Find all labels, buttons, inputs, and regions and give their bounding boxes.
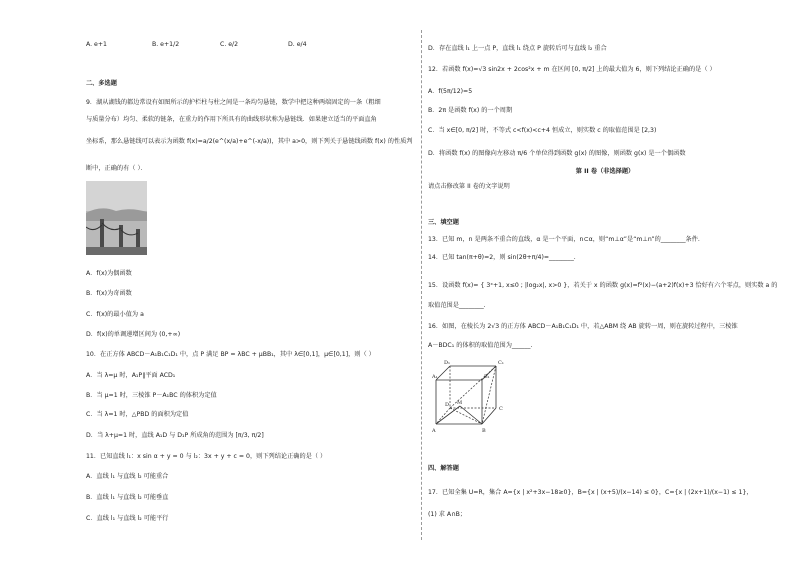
q9-option-d: D．f(x)的单调递增区间为 (0,+∞) bbox=[86, 331, 181, 338]
railing-photo-drawing bbox=[86, 181, 147, 255]
railing-photo bbox=[86, 181, 147, 255]
q9-option-a: A．f(x)为偶函数 bbox=[86, 270, 132, 277]
q11-option-a: A．直线 l₁ 与直线 l₂ 可能重合 bbox=[86, 473, 169, 480]
q15-line-2: 取值范围是________. bbox=[428, 302, 486, 309]
part-two-title: 第 II 卷（非选择题） bbox=[575, 168, 635, 175]
q9-option-b: B．f(x)为奇函数 bbox=[86, 290, 132, 297]
q11-option-d: D．存在直线 l₁ 上一点 P，直线 l₁ 绕点 P 旋转后可与直线 l₂ 重合 bbox=[428, 45, 607, 52]
cube-label-c: C bbox=[499, 406, 503, 412]
cube-label-d1: D₁ bbox=[444, 360, 451, 366]
q12-stem: 12．若函数 f(x)=√3 sin2x + 2cos²x + m 在区间 [0, π/2] 上的最大值为 6，则下列结论正确的是（ ） bbox=[428, 66, 716, 73]
section-free-response: 四、解答题 bbox=[428, 465, 459, 472]
cube-label-b1: B₁ bbox=[484, 374, 490, 380]
q12-option-a: A．f(5π/12)=5 bbox=[428, 88, 473, 95]
q10-option-d: D．当 λ+μ=1 时，直线 A₁D 与 D₁P 所成角的范围为 [π/3, π/2] bbox=[86, 432, 264, 439]
cube-label-a1: A₁ bbox=[432, 374, 438, 380]
q10-option-a: A．当 λ=μ 时，A₁P∥平面 ACD₁ bbox=[86, 372, 176, 379]
q9-option-c: C．f(x)的最小值为 a bbox=[86, 311, 144, 318]
q15-line-1: 15．设函数 f(x)= { 3ˣ+1, x≤0 ; |log₂x|, x>0 }，若关于 x 的函数 g(x)=f²(x)−(a+2)f(x)+3 恰好有六个零点，则实数 a 的 bbox=[428, 282, 778, 289]
q9-line-1: 9．湖从湖钱的都边常设有如图所示的护栏柱与柱之间是一条均匀悬链，数学中把这种两端固定的一条（粗细 bbox=[86, 99, 381, 106]
q17-part-1: (1) 求 A∩B； bbox=[428, 511, 467, 518]
cube-label-a: A bbox=[432, 428, 436, 434]
q8-option-c: C. e/2 bbox=[220, 41, 239, 48]
q12-option-d: D．将函数 f(x) 的图像向左移动 π/6 个单位得到函数 g(x) 的图像，则函数 g(x) 是一个偶函数 bbox=[428, 150, 686, 157]
column-divider bbox=[421, 30, 422, 540]
q12-option-c: C．当 x∈[0, π/2] 时，不等式 c<f(x)<c+4 恒成立，则实数 c 的取值范围是 [2,3) bbox=[428, 127, 657, 134]
q10-option-c: C．当 λ=1 时，△PBD 的面积为定值 bbox=[86, 411, 189, 418]
q16-line-2: A－BDC₁ 的体积的取值范围为______. bbox=[428, 342, 533, 349]
section-fill-in: 三、填空题 bbox=[428, 219, 459, 226]
cube-label-c1: C₁ bbox=[498, 360, 504, 366]
q9-line-4: 断中，正确的有（ ）． bbox=[86, 165, 147, 172]
q11-option-b: B．直线 l₁ 与直线 l₂ 可能垂直 bbox=[86, 494, 169, 501]
cube-label-m: M bbox=[457, 400, 463, 406]
q16-line-1: 16．如图，在棱长为 2√3 的正方体 ABCD－A₁B₁C₁D₁ 中，若△ABM 绕 AB 旋转一周，则在旋转过程中，三棱锥 bbox=[428, 323, 738, 330]
q11-stem: 11．已知直线 l₁：x sin α + y = 0 与 l₂：3x + y + c = 0，则下列结论正确的是（ ） bbox=[86, 453, 327, 460]
cube-label-b: B bbox=[482, 428, 486, 434]
q14-stem: 14．已知 tan(π+θ)=2，则 sin(2θ+π/4)=________. bbox=[428, 254, 576, 261]
section-multiple-choice: 二、多选题 bbox=[86, 80, 117, 87]
q10-option-b: B．当 μ=1 时，三棱锥 P－A₁BC 的体积为定值 bbox=[86, 392, 217, 399]
q17-stem: 17．已知全集 U=R，集合 A={x | x²+3x−18≥0}，B={x | (x+5)/(x−14) ≤ 0}，C={x | (2x+1)/(x−1) ≤ 1}， bbox=[428, 489, 753, 496]
q9-line-3: 坐标系，那么悬链线可以表示为函数 f(x)=a/2(e^(x/a)+e^(-x/a))，其中 a>0，则下列关于悬链线函数 f(x) 的性质判 bbox=[86, 138, 413, 145]
q13-stem: 13．已知 m，n 是两条不重合的直线，α 是一个平面，n⊂α，则“m⊥α”是“m⊥n”的________条件. bbox=[428, 236, 700, 243]
q8-option-a: A. e+1 bbox=[86, 41, 107, 48]
cube-label-d: D bbox=[445, 402, 450, 408]
q8-option-d: D. e/4 bbox=[288, 41, 307, 48]
q10-stem: 10．在正方体 ABCD－A₁B₁C₁D₁ 中，点 P 满足 BP = λBC + μBB₁，其中 λ∈[0,1]，μ∈[0,1]，则（ ） bbox=[86, 351, 375, 358]
q9-line-2: 与质量分布）均匀、柔软的链条，在重力的作用下所具有的曲线形状称为悬链线．如果建立适当的平面直角 bbox=[86, 116, 377, 123]
cube-diagram bbox=[432, 356, 520, 436]
part-two-note: 请点击修改第 II 卷的文字说明 bbox=[428, 183, 510, 190]
q8-option-b: B. e+1/2 bbox=[152, 41, 180, 48]
q11-option-c: C．直线 l₁ 与直线 l₂ 可能平行 bbox=[86, 515, 169, 522]
q12-option-b: B．2π 是函数 f(x) 的一个周期 bbox=[428, 107, 513, 114]
